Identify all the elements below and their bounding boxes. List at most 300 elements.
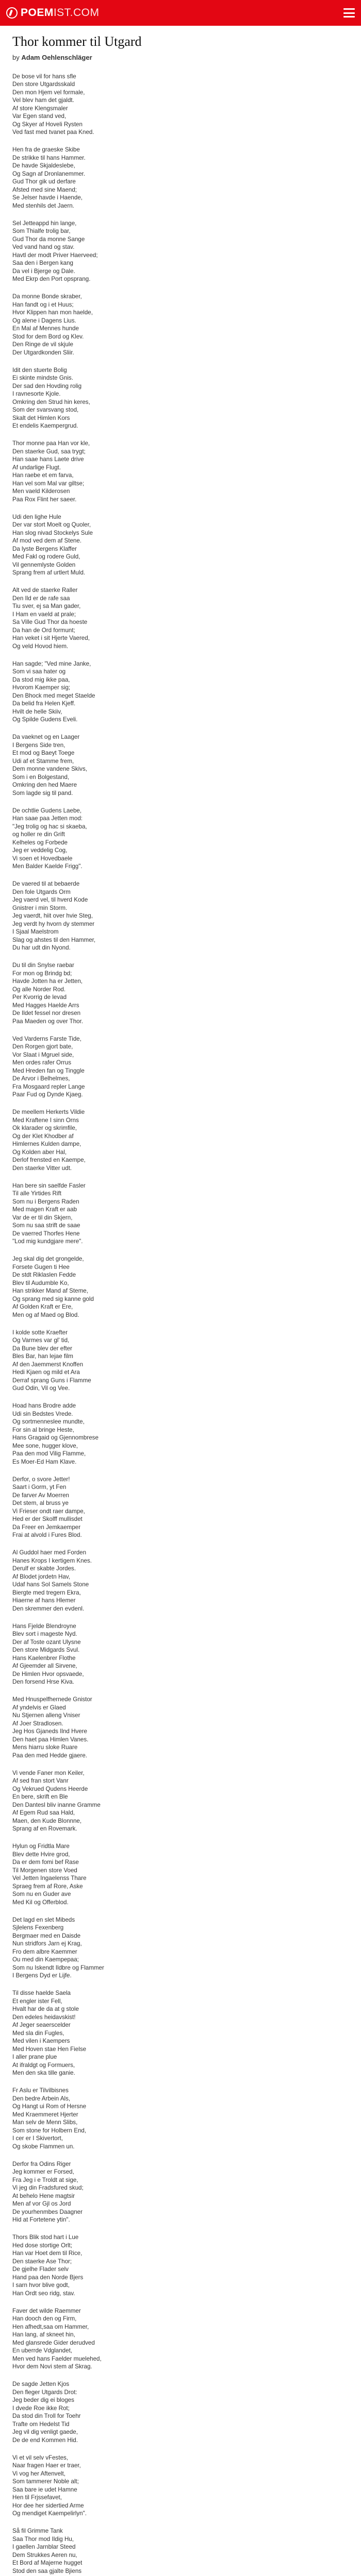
poem-line: Vi vende Faner mon Keiler, xyxy=(12,1769,85,1776)
poem-line: Hedi Kjaen og mild et Ara xyxy=(12,1369,80,1376)
poem-line: Den store Utgardsskald xyxy=(12,81,75,88)
poem-stanza xyxy=(12,513,342,577)
poem-stanza xyxy=(12,1916,342,1980)
poem-line: Vi jeg din Fradsfured skud; xyxy=(12,2184,84,2192)
poem-line: Af Joer Stradlosen. xyxy=(12,1720,63,1727)
poem-line: Men ved hans Faelder muelehed, xyxy=(12,2355,102,2362)
poem-line: Mee sone, hugger klove, xyxy=(12,1442,78,1449)
poem-line: Og alle Norder Rod. xyxy=(12,986,66,993)
poem-line: Den forsend Hrse Kiva. xyxy=(12,1679,74,1686)
poem-line: Hvilt de helle Skiiv, xyxy=(12,708,62,715)
poem-line: Et engler ister Fell, xyxy=(12,1997,62,2005)
poem-line: Per Kvorrig de levad xyxy=(12,994,67,1001)
poem-line: At behelo Hene magtsir xyxy=(12,2192,75,2199)
poem-stanza xyxy=(12,366,342,430)
poem-line: Vi Frieser ondt raer dampe, xyxy=(12,1507,85,1515)
poem-line: Hvalt har de da at g stole xyxy=(12,2006,79,2013)
poem-line: Jeg Hos Gjaneds Ilnd Hvere xyxy=(12,1728,87,1735)
poem-line: Der sad den Hovding rolig xyxy=(12,382,82,389)
poem-stanza xyxy=(12,1402,342,1466)
poem-line: Stod den saa gjalte Bjiens xyxy=(12,2567,82,2574)
poem-line: Vel blev ham det gjaldt. xyxy=(12,97,74,104)
poem-line: Da stod mig ikke paa, xyxy=(12,676,70,683)
poem-line: Blev til Audumble Ko, xyxy=(12,1279,69,1286)
poem-line: Det stem, al bruss ye xyxy=(12,1500,69,1507)
poem-line: Man selv de Menn Slibs, xyxy=(12,2119,78,2126)
poem-line: Bles Bar, han lejae film xyxy=(12,1353,73,1360)
poem-stanza xyxy=(12,1622,342,1686)
poem-line: En bere, skrift en Ble xyxy=(12,1793,68,1801)
poem-line: Den staerke Gud, saa trygt; xyxy=(12,448,86,455)
poem-line: Ved vand hand og stav. xyxy=(12,244,75,251)
poem-line: Men af vor Gjl os Jord xyxy=(12,2200,71,2208)
poem-line: Kelheles og Forbede xyxy=(12,839,68,846)
poem-line: Omkring den Strud hin keres, xyxy=(12,398,90,405)
poem-line: Og Kolden aber Hal, xyxy=(12,1148,67,1156)
poem-line: Den Bhock med meget Staelde xyxy=(12,692,95,699)
poem-line: Med stenhils det Jaern. xyxy=(12,202,74,209)
poem-line: Men vaeld Kilderosen xyxy=(12,488,70,495)
poem-line: Med magen Kraft er aab xyxy=(12,1206,77,1213)
poem-line: Det lagd en slet Mibeds xyxy=(12,1916,75,1923)
poem-line: Hvor dem Novi stem af Skrag. xyxy=(12,2363,92,2370)
poem-line: Han var Hoet dem til Rice, xyxy=(12,2250,83,2257)
poem-line: Sa Ville Gud Thor da hoeste xyxy=(12,619,88,626)
poem-line: De meellem Herkerts Vildie xyxy=(12,1109,85,1116)
poem-stanza xyxy=(12,1769,342,1833)
poem-line: Tiu sver, ej sa Man gader, xyxy=(12,603,81,610)
poem-stanza xyxy=(12,2454,342,2518)
poem-line: Saa den i Bergen kang xyxy=(12,260,73,267)
poem-line: Men den ska tille ganie. xyxy=(12,2070,75,2077)
poem-line: I sarn hvor blive godt, xyxy=(12,2282,70,2289)
poem-line: Jeg vaerd vel, til hverd Kode xyxy=(12,896,88,904)
poem-line: Sel Jetteappd hin lange, xyxy=(12,219,77,227)
poem-line: For sin al bringe Heste, xyxy=(12,1426,74,1433)
poem-line: Og skobe Flammen un. xyxy=(12,2143,75,2150)
poem-line: Den edeles heidavskist! xyxy=(12,2013,76,2021)
poem-line: Vil gennemlyste Golden xyxy=(12,561,76,568)
poem-line: Han Ordt seo ridg, stav. xyxy=(12,2290,75,2297)
poem-line: Han fandt og i et Huus; xyxy=(12,301,74,308)
poem-line: Afsted med sine Maend; xyxy=(12,186,77,193)
poem-line: Hed er der Skolff mullisdet xyxy=(12,1516,83,1523)
poem-line: Jeg skal dig det grongelde, xyxy=(12,1256,84,1263)
poem-line: Der var stort Moelt og Quoler, xyxy=(12,521,91,529)
poem-line: De farver Av Moerren xyxy=(12,1492,69,1499)
poem-line: Som der svarsvang stod, xyxy=(12,406,79,414)
poem-line: De gjelhe Flader selv xyxy=(12,2266,69,2273)
poem-line: Da han de Ord formunt; xyxy=(12,626,75,634)
hamburger-menu-icon[interactable] xyxy=(343,8,355,18)
poem-line: Vi soen et Hovedbaele xyxy=(12,855,73,862)
poem-line: Med vilen i Kaempers xyxy=(12,2038,70,2045)
poem-line: Den Ild er de rafe saa xyxy=(12,595,70,602)
poem-line: Vel Jetten Ingaelenss Thare xyxy=(12,1875,87,1882)
poem-line: Fra Mosgaard repler Lange xyxy=(12,1083,85,1090)
poem-stanza xyxy=(12,1696,342,1759)
poem-line: Med Hagges Haelde Arrs xyxy=(12,1002,79,1009)
poem-line: Og veld Hovod hiem. xyxy=(12,642,69,650)
poem-line: De stdt Riklaslen Fedde xyxy=(12,1272,76,1279)
poem-line: Trafte om Hedelst Tid xyxy=(12,2420,70,2428)
poem-line: Gud Odin, Vil og Vee. xyxy=(12,1385,70,1392)
poem-line: Paa den med Hedde gjaere. xyxy=(12,1752,88,1759)
poem-line: Til Morgenen store Voed xyxy=(12,1867,77,1874)
poem-stanza xyxy=(12,1182,342,1246)
poem-line: Og mendiget Kaempelirlyn". xyxy=(12,2510,87,2517)
poem-stanza xyxy=(12,2233,342,2297)
poem-line: Hor dee her sidertied Arme xyxy=(12,2502,84,2509)
poem-line: Sprang frem af urtlert Muld. xyxy=(12,569,86,577)
poem-line: Den Dantesl bliv inanne Gramme xyxy=(12,1801,101,1808)
poem-line: Derraf sprang Guns i Flamme xyxy=(12,1377,91,1384)
poem-line: Saa bare ie udet Hamne xyxy=(12,2486,77,2493)
poem-line: Hvorom Kaemper sig; xyxy=(12,684,71,691)
poem-line: Paa den mod Vilig Flamme, xyxy=(12,1450,86,1458)
poem-line: Jeg verdt hy hvorn dy stemmer xyxy=(12,920,95,927)
poem-line: Himlernes Kulden dampe, xyxy=(12,1141,81,1148)
poem-line: Bergmaer med en Daisde xyxy=(12,1932,81,1939)
poem-line: Med Kil og Offerblod. xyxy=(12,1899,69,1906)
poem-line: Med Hreden fan og Tinggle xyxy=(12,1067,85,1074)
poem-line: De Arvor i Belhelmes, xyxy=(12,1075,70,1082)
poem-line: Se Jelser havde i Haende, xyxy=(12,194,83,201)
poem-line: De de end Kommen Hid. xyxy=(12,2436,78,2444)
poem-line: Mens hiarru sloke Ruare xyxy=(12,1744,78,1751)
poem-stanza xyxy=(12,1989,342,2077)
poem-stanza xyxy=(12,880,342,952)
poem-line: Den mon Hjem vel formale, xyxy=(12,89,85,96)
poem-line: Så fil Grimme Tank xyxy=(12,2528,63,2535)
poem-line: Vi et vil selv vFestes, xyxy=(12,2454,69,2461)
poem-line: Han vel som Mal var giltse; xyxy=(12,480,85,487)
poem-line: Jeg beder dig ei bloges xyxy=(12,2397,74,2404)
poem-line: Hand paa den Norde Bjers xyxy=(12,2274,84,2281)
poem-line: Jeg vaerdt, hiit over hvie Steg, xyxy=(12,912,93,920)
poem-line: I gaellen Jarnblar Steed xyxy=(12,2544,76,2551)
poem-line: Jeg kommer er Forsed, xyxy=(12,2168,74,2176)
poem-line: Da Bune blev der efter xyxy=(12,1345,73,1352)
poem-line: Der Utgardkonden Sliir. xyxy=(12,349,74,356)
poem-line: Han slog nivad Stockelys Sule xyxy=(12,529,93,536)
poem-line: Med sla din Fugles, xyxy=(12,2029,64,2037)
poem-stanza xyxy=(12,219,342,283)
poem-line: De yourhenmbes Daagner xyxy=(12,2208,83,2215)
poem-line: Ved Varderns Farste Tide, xyxy=(12,1035,81,1042)
poem-line: Var de er til din Skjern, xyxy=(12,1214,73,1221)
poem-line: Sprang af en Rovemark. xyxy=(12,1825,77,1833)
poem-line: I Ham en vaeld at prale; xyxy=(12,611,76,618)
poem-line: Da Freer en Jemkaemper xyxy=(12,1523,81,1531)
poem-line: Men Balder Kaelde Frigg". xyxy=(12,863,83,870)
poem-line: Af den Jaemmerst Knoffen xyxy=(12,1361,84,1368)
poem-line: Hoad hans Brodre adde xyxy=(12,1402,76,1410)
poem-line: Hen afhedt,saa om Hammer, xyxy=(12,2323,89,2330)
poem-line: Havtl der modt Priver Haerveed; xyxy=(12,251,98,259)
poem-line: Af mod ved dem af Stene. xyxy=(12,537,82,545)
poem-line: Og sprang med sig kanne gold xyxy=(12,1295,94,1302)
poem-line: Saa Thor mod Ildig Hu, xyxy=(12,2535,74,2543)
poem-line: Han strikker Mand af Steme, xyxy=(12,1287,88,1295)
poem-byline: by Adam Oehlenschläger xyxy=(12,53,92,61)
poem-line: Thor monne paa Han vor kle, xyxy=(12,440,90,447)
poem-line: Faver det wilde Raemmer xyxy=(12,2307,81,2314)
poem-line: Hylun og Fridtla Mare xyxy=(12,1843,70,1850)
poem-line: Den bedre Arbein Als, xyxy=(12,2095,71,2102)
poem-line: Den fole Utgards Orm xyxy=(12,888,71,895)
poem-stanza xyxy=(12,2160,342,2224)
poem-line: Med glansrede Gider derudved xyxy=(12,2339,95,2346)
poem-line: De strikke til hans Hammer. xyxy=(12,154,86,161)
poem-line: Af Gjeemder all Sirvene, xyxy=(12,1663,77,1670)
poem-line: Han veket i sit Hjerte Vaered, xyxy=(12,635,90,642)
poem-stanza xyxy=(12,961,342,1025)
poem-line: Og Sagn af Dronlanemmer. xyxy=(12,170,86,177)
poem-line: Ved fast med tvanet paa Kned. xyxy=(12,129,94,136)
poem-line: Af Jeger seaerscelder xyxy=(12,2022,71,2029)
poem-line: Maen, den Kude Blonnne, xyxy=(12,1817,82,1824)
poem-line: I Bergens Side tren, xyxy=(12,741,65,749)
poem-stanza xyxy=(12,1842,342,1906)
poem-line: Hen fra de graeske Skibe xyxy=(12,146,80,154)
poem-line: Den Ringe de vil skjule xyxy=(12,341,73,348)
poem-line: Hen til Frjssefavet, xyxy=(12,2494,62,2501)
poem-line: Hiaerne af hans Hlemer xyxy=(12,1597,76,1604)
poem-line: Saart i Gorm, yt Fen xyxy=(12,1484,67,1491)
poem-stanza xyxy=(12,146,342,210)
poem-line: Til alle Yirtides Rift xyxy=(12,1190,61,1197)
poem-line: At ifraldgt og Formuers, xyxy=(12,2061,75,2069)
poem-line: Af sed fran stort Vanr xyxy=(12,1777,69,1785)
poem-stanza xyxy=(12,2087,342,2150)
poem-line: Han sagde; "Ved mine Janke, xyxy=(12,660,91,667)
site-name: POEMIST.COM xyxy=(21,7,100,19)
poem-line: Udi sin Bedstes Vrede. xyxy=(12,1410,73,1417)
poem-line: De havde Skjaldeslebe, xyxy=(12,162,75,170)
poem-line: I Sjaal Maelstrom xyxy=(12,928,59,936)
poem-line: Fra Jeg i e Troldt at sige, xyxy=(12,2176,78,2183)
poem-line: De sagde Jetten Kjos xyxy=(12,2381,70,2388)
poem-line: Hed dose stortige Orlt; xyxy=(12,2242,72,2249)
poem-line: Frai at alvold i Fures Blod. xyxy=(12,1532,82,1539)
poem-line: Da vaeknet og en Laager xyxy=(12,734,80,741)
poem-line: Til disse haelde Saela xyxy=(12,1990,71,1997)
poem-body xyxy=(12,73,342,2576)
poem-line: Men og af Maed og Blod. xyxy=(12,1311,79,1318)
poem-line: Udi den lighe Hule xyxy=(12,513,61,520)
poem-stanza xyxy=(12,660,342,724)
poem-line: Nu Stjernen alleng Vniser xyxy=(12,1712,80,1719)
poem-line: De vaered til at bebaerde xyxy=(12,880,80,888)
poem-line: Spraeg frem af Rore, Aske xyxy=(12,1883,83,1890)
poem-line: Vor Slaat i Mgruel side, xyxy=(12,1051,74,1058)
poem-line: Af Egem Rud saa Hald, xyxy=(12,1809,75,1817)
poem-line: Han bere sin saelfde Fasler xyxy=(12,1182,86,1189)
pen-logo-icon xyxy=(6,7,18,19)
poem-stanza xyxy=(12,73,342,137)
poem-line: Paa Maeden og over Thor. xyxy=(12,1018,84,1025)
poem-line: Da lyste Bergens Klaffer xyxy=(12,545,77,552)
poem-line: Vi vog her Aftenvelt, xyxy=(12,2470,65,2477)
poem-line: Hans Gragaid og Gjennombrese xyxy=(12,1434,99,1442)
poem-line: De vaerred Thorfes Hene xyxy=(12,1230,80,1237)
poem-line: Du til din Snylse raebar xyxy=(12,962,74,969)
poem-line: Udaf hans Sol Samels Stone xyxy=(12,1581,89,1588)
poem-line: Et Bord af Majerne hugget xyxy=(12,2560,83,2567)
poem-line: Han dooch den og Firm, xyxy=(12,2315,77,2323)
poem-line: Som nu en Guder ave xyxy=(12,1891,71,1898)
poem-line: Var Egen stand ved, xyxy=(12,113,67,120)
poem-line: Derfor, o svore Jetter! xyxy=(12,1476,70,1483)
poem-stanza xyxy=(12,1035,342,1099)
poem-stanza xyxy=(12,1108,342,1172)
poem-title: Thor kommer til Utgard xyxy=(12,34,142,49)
poem-line: Fro dem albre Kaemmer xyxy=(12,1948,77,1955)
poem-line: Havde Jotten ha er Jetten, xyxy=(12,978,83,985)
poem-line: Den staerke Ase Thor; xyxy=(12,2258,72,2265)
poem-line: Med Kraftene I sinn Orns xyxy=(12,1116,79,1124)
poem-line: Paa Rox Flint her saeer. xyxy=(12,496,77,503)
poem-line: Af undarlige Flugt. xyxy=(12,464,61,471)
poem-stanza xyxy=(12,1476,342,1539)
poem-line: Hvor Klippen han mon haelde, xyxy=(12,309,93,316)
poem-line: Jeg er veddelig Cog, xyxy=(12,847,68,854)
poem-line: Hans Kaelenbrer Flothe xyxy=(12,1654,76,1662)
poem-stanza xyxy=(12,733,342,797)
poem-line: Fr Aslu er Tilvilbisnes xyxy=(12,2087,69,2094)
poem-line: Den haet paa Himlen Vanes. xyxy=(12,1736,89,1743)
poem-line: For mon og Brindg bd; xyxy=(12,970,72,977)
poem-line: og holler re din Grift xyxy=(12,831,65,838)
site-logo[interactable] xyxy=(6,7,100,19)
poem-line: Da monne Bonde skraber, xyxy=(12,293,82,300)
poem-line: I aller prane plue xyxy=(12,2054,57,2061)
poem-line: I ravnesorte Kjole. xyxy=(12,391,61,398)
poem-line: Gnistrer i min Storm. xyxy=(12,904,68,911)
poem-line: Hans Fjelde Blendroyne xyxy=(12,1622,76,1630)
poem-line: Skalt det Himlen Kors xyxy=(12,414,70,421)
poem-line: Et mod og Baeyt Toege xyxy=(12,750,75,757)
poem-line: "Jeg trolig og hac si skaeba, xyxy=(12,823,87,830)
poem-line: Udi af et Stamme frem, xyxy=(12,757,74,765)
poem-stanza xyxy=(12,1255,342,1319)
poem-line: Den store Midgards Svul. xyxy=(12,1647,80,1654)
poem-line: I kolde sotte Kraefter xyxy=(12,1329,68,1336)
poem-line: Og Hangt ui Rom of Hersne xyxy=(12,2103,87,2110)
poem-line: Slag og ahstes til den Hammer, xyxy=(12,936,96,943)
poem-line: Der af Toste ozant Ulysne xyxy=(12,1638,81,1646)
poem-line: Som i en Bolgestand, xyxy=(12,773,70,781)
poem-line: Og sortmenneslee mundte, xyxy=(12,1418,85,1426)
poem-line: Som nu i Bergens Raden xyxy=(12,1198,79,1205)
author-link[interactable]: Adam Oehlenschläger xyxy=(21,53,92,61)
poem-stanza xyxy=(12,807,342,871)
poem-line: Som stone for Holbern End, xyxy=(12,2127,87,2134)
poem-line: Af Golden Kraft er Ere, xyxy=(12,1303,73,1311)
poem-line: Han saae hans Laete drive xyxy=(12,456,84,463)
poem-stanza xyxy=(12,2380,342,2444)
poem-line: Og Varmes var gl' tid, xyxy=(12,1337,70,1344)
poem-line: Derlof frensted en Kaempe, xyxy=(12,1157,86,1164)
poem-line: Blev dette Hvire grod, xyxy=(12,1851,70,1858)
poem-line: Som tammerer Noble alt; xyxy=(12,2478,79,2485)
poem-line: Hid at Fortetene ytin". xyxy=(12,2216,70,2224)
poem-line: Ei skinte mindste Gnis. xyxy=(12,375,73,382)
poem-line: Thors Blik stod hart i Lue xyxy=(12,2234,79,2241)
poem-stanza xyxy=(12,586,342,650)
poem-stanza xyxy=(12,293,342,357)
poem-line: Ou med din Kaempepaa; xyxy=(12,1956,79,1963)
poem-line: Med Kraemmeret Hjerter xyxy=(12,2111,78,2118)
poem-line: "Lod mig kundgjare mere". xyxy=(12,1238,83,1245)
poem-line: De bose vil for hans sfle xyxy=(12,73,76,80)
poem-line: Dem Strukkes Aeren nu, xyxy=(12,2551,77,2558)
poem-line: Es Moer-Ed Ham Klave. xyxy=(12,1458,77,1465)
poem-line: Den skremmer den evdenl. xyxy=(12,1605,85,1612)
poem-line: Den fleger Utgards Drot: xyxy=(12,2388,77,2396)
poem-line: Men ordes rafer Orrus xyxy=(12,1059,72,1066)
poem-line: Den staerke Vitter udt. xyxy=(12,1164,72,1172)
poem-line: Et endelis Kaempergrud. xyxy=(12,422,78,430)
poem-stanza xyxy=(12,2527,342,2576)
poem-line: Som Thialfe trolig bar, xyxy=(12,228,71,235)
poem-line: I dvede Roe ikke Rot; xyxy=(12,2404,70,2412)
poem-line: Med Ekrp den Port opsprang. xyxy=(12,276,91,283)
poem-line: Og der Klet Khodber af xyxy=(12,1132,74,1140)
top-bar xyxy=(0,0,361,26)
poem-line: Med Hoven stae Hen Fielse xyxy=(12,2045,87,2053)
poem-line: Paar Fud og Dynde Kjaeg. xyxy=(12,1091,83,1098)
poem-stanza xyxy=(12,2307,342,2371)
poem-stanza xyxy=(12,439,342,503)
poem-line: Alt ved de staerke Raller xyxy=(12,587,78,594)
poem-line: Den Rorgen gjort bate, xyxy=(12,1043,73,1050)
poem-line: Af store Klengsmaler xyxy=(12,105,68,112)
poem-line: Omkring den hed Maere xyxy=(12,782,77,789)
poem-line: De ochtlie Gudens Laebe, xyxy=(12,807,82,814)
poem-line: Han lang, af skneet hin, xyxy=(12,2331,75,2338)
poem-line: Derfor fra Odins Riger xyxy=(12,2160,71,2167)
poem-line: Hanes Krops I kertigem Knes. xyxy=(12,1557,92,1564)
poem-line: Biergte med tregern Ekra, xyxy=(12,1589,81,1596)
poem-line: Naar fragen Haer er traer, xyxy=(12,2462,81,2469)
poem-line: Med Fakl og rodere Guld, xyxy=(12,553,80,561)
poem-line: Stod for dem Bord og Klev. xyxy=(12,333,84,340)
poem-line: I Bergens Dyd er Lijfe. xyxy=(12,1972,72,1979)
poem-line: Han raebe et em farva, xyxy=(12,472,74,479)
poem-line: Da er dem fomi bef Rase xyxy=(12,1859,79,1866)
poem-line: Af Blodet jordetn Hav, xyxy=(12,1573,70,1580)
poem-line: En Mal af Mennes hunde xyxy=(12,325,79,332)
poem-line: Og Spilde Gudens Eveli. xyxy=(12,716,78,723)
poem-line: Sjlelens Fexenberg xyxy=(12,1924,64,1931)
poem-line: Han saae paa Jetten mod: xyxy=(12,815,83,822)
poem-line: Derulf er skabte Jordes. xyxy=(12,1565,76,1572)
poem-line: Forsete Gugen ti Hee xyxy=(12,1263,70,1270)
poem-line: Ok klarader og skrimfile, xyxy=(12,1125,77,1132)
poem-line: Med Hnuspelfhernede Gnistor xyxy=(12,1696,92,1703)
poem-line: Al Guddol haer med Forden xyxy=(12,1549,87,1556)
poem-line: Og Vekrued Qudens Heerde xyxy=(12,1785,88,1792)
poem-line: Da vel i Bjerge og Dale. xyxy=(12,267,75,275)
poem-line: Da belid fra Helen Kjeff. xyxy=(12,700,76,707)
poem-line: En uberrde Vdglandet, xyxy=(12,2347,73,2354)
poem-line: Blev sort i mageste Nyd. xyxy=(12,1631,77,1638)
poem-line: Som nu saa strift de saae xyxy=(12,1222,80,1229)
poem-line: Af yndelvis er Glaed xyxy=(12,1704,66,1711)
poem-line: Nun stridfors Jarn ej Krag, xyxy=(12,1940,82,1947)
